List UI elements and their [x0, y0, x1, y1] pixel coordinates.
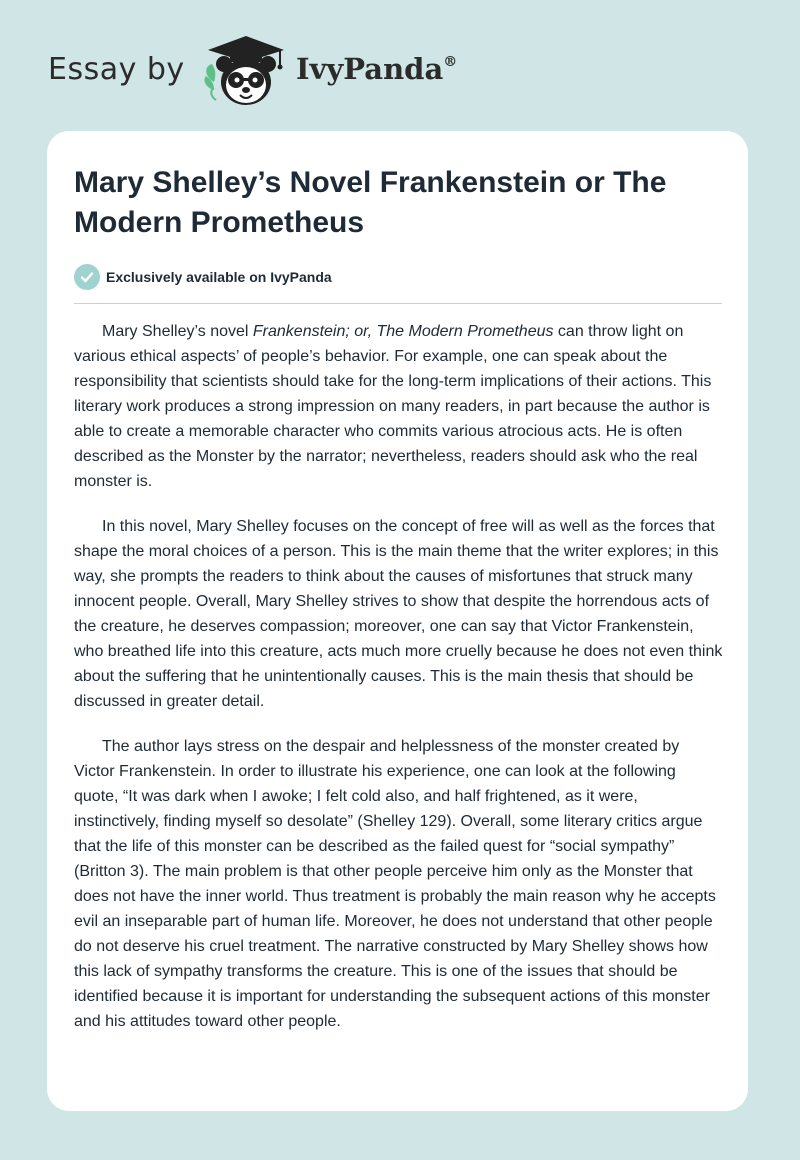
- essay-body: [74, 319, 724, 1054]
- exclusive-badge: [74, 263, 332, 291]
- registered-mark: ®: [443, 54, 458, 70]
- essay-card: [47, 131, 748, 1111]
- paragraph-1: Mary Shelley’s novel Frankenstein; or, The Modern Prometheus can throw light on various ethical aspects’ of people’s behavior. For example, one can speak about the responsibility that scientists should take for the long-term implications of their actions. This literary work produces a strong impression on many readers, in part because the author is able to create a memorable character who commits various atrocious acts. He is often described as the Monster by the narrator; nevertheless, readers should ask who the real monster is.: [74, 323, 712, 490]
- essay-title: Mary Shelley’s Novel Frankenstein or The Modern Prometheus: [74, 166, 667, 239]
- badge-text: Exclusively available on IvyPanda: [106, 269, 332, 285]
- title-divider: [74, 303, 722, 304]
- book-title-italic: Frankenstein; or, The Modern Prometheus: [252, 323, 554, 340]
- paragraph-3: The author lays stress on the despair and helplessness of the monster created by Victor Frankenstein. In order to illustrate his experience, one can look at the following quote, “It was dark when I awoke; I felt cold also, and half frightened, as it were, instinctively, finding myself so desolate” (Shelley 129). Overall, some literary critics argue that the life of this monster can be described as the failed quest for “social sympathy” (Britton 3). The main problem is that other people perceive him only as the Monster that does not have the inner world. Thus treatment is probably the main reason why he accepts evil an inseparable part of human life. Moreover, he does not understand that other people do not deserve his cruel treatment. The narrative constructed by Mary Shelley shows how this lack of sympathy transforms the creature. This is one of the issues that should be identified because it is important for understanding the subsequent actions of this monster and his attitudes toward other people.: [74, 738, 716, 1030]
- site-header: [0, 0, 800, 130]
- paragraph-2: In this novel, Mary Shelley focuses on the concept of free will as well as the forces that shape the moral choices of a person. This is the main theme that the writer explores; in this way, she prompts the readers to think about the causes of misfortunes that struck many innocent people. Overall, Mary Shelley strives to show that despite the horrendous acts of the creature, he deserves compassion; moreover, one can say that Victor Frankenstein, who breathed life into this creature, acts much more cruelly because he does not even think about the suffering that he unintentionally causes. This is the main thesis that should be discussed in greater detail.: [74, 518, 723, 710]
- brand-prefix: Essay by: [48, 52, 185, 87]
- check-circle-icon: [74, 264, 100, 290]
- brand-name[interactable]: IvyPanda®: [296, 52, 458, 86]
- panda-graduate-icon[interactable]: [200, 30, 292, 110]
